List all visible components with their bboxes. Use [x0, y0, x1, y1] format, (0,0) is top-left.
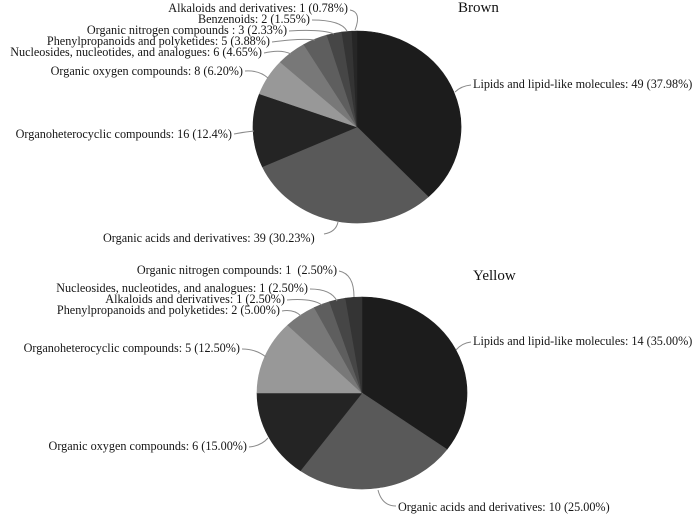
leader-line-3 [272, 39, 315, 42]
label-brown-lipids: Lipids and lipid-like molecules: 49 (37.98%) [473, 77, 693, 91]
label-brown-organic-acids: Organic acids and derivatives: 39 (30.23%) [103, 231, 315, 245]
label-yellow-organic-oxygen: Organic oxygen compounds: 6 (15.00%) [48, 439, 247, 453]
label-yellow-organic-nitrogen: Organic nitrogen compounds: 1 (2.50%) [136, 263, 337, 277]
label-yellow-organic-acids: Organic acids and derivatives: 10 (25.00%) [398, 500, 610, 514]
leader-line-8 [455, 85, 471, 92]
brown-chart-title: Brown [458, 0, 499, 16]
label-brown-organoheterocyclic: Organoheterocyclic compounds: 16 (12.4%) [15, 127, 232, 141]
label-yellow-organoheterocyclic: Organoheterocyclic compounds: 5 (12.50%) [23, 341, 240, 355]
label-brown-alkaloids: Alkaloids and derivatives: 1 (0.78%) [168, 1, 348, 15]
leader-line-5 [245, 71, 268, 78]
label-brown-phenylpropanoids: Phenylpropanoids and polyketides: 5 (3.88%) [46, 34, 270, 48]
yellow-chart-title: Yellow [473, 268, 516, 284]
label-brown-organic-oxygen: Organic oxygen compounds: 8 (6.20%) [50, 64, 243, 78]
leader-line-13 [242, 349, 266, 357]
leader-line-9 [339, 271, 354, 297]
label-yellow-nucleosides: Nucleosides, nucleotides, and analogues: 1 (2.50%) [56, 281, 308, 295]
label-brown-nucleosides: Nucleosides, nucleotides, and analogues: 6 (4.65%) [10, 45, 262, 59]
leader-line-0 [350, 10, 358, 30]
leader-line-10 [310, 289, 337, 301]
leader-line-2 [289, 30, 334, 34]
leader-line-4 [264, 51, 291, 54]
label-yellow-alkaloids: Alkaloids and derivatives: 1 (2.50%) [105, 292, 285, 306]
leader-line-16 [456, 342, 471, 350]
label-yellow-phenylpropanoids: Phenylpropanoids and polyketides: 2 (5.00%) [56, 303, 280, 317]
leader-line-1 [312, 20, 347, 31]
leader-line-11 [287, 300, 322, 305]
leader-line-14 [249, 438, 268, 447]
leader-line-6 [234, 131, 254, 134]
leader-line-7 [324, 222, 338, 234]
label-brown-organic-nitrogen: Organic nitrogen compounds : 3 (2.33%) [86, 23, 287, 37]
label-brown-benzenoids: Benzenoids: 2 (1.55%) [197, 12, 310, 26]
label-yellow-lipids: Lipids and lipid-like molecules: 14 (35.00%) [473, 334, 693, 348]
leader-line-15 [378, 490, 396, 506]
leader-line-12 [282, 311, 301, 316]
